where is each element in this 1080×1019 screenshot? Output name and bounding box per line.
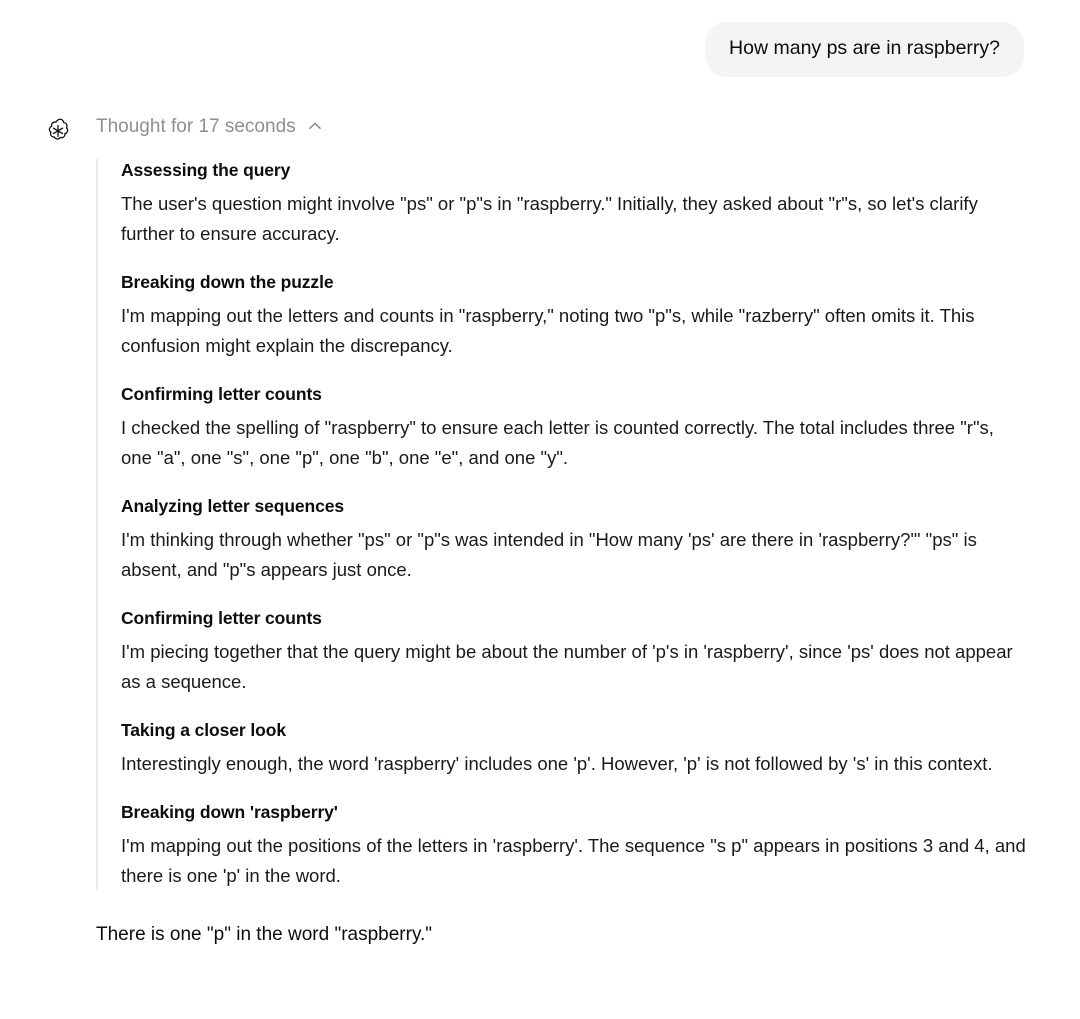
reasoning-step-text: The user's question might involve "ps" or "p"s in "raspberry." Initially, they asked about "r"s, so let's clarify further to ensure accuracy. xyxy=(121,193,978,244)
reasoning-step-text: I'm mapping out the positions of the letters in 'raspberry'. The sequence "s p" appears in positions 3 and 4, and there is one 'p' in the word. xyxy=(121,835,1026,886)
reasoning-step-title: Taking a closer look xyxy=(121,720,286,740)
thought-summary-toggle[interactable] xyxy=(96,115,1056,139)
assistant-message-row xyxy=(0,77,1080,948)
reasoning-step xyxy=(121,495,1056,585)
assistant-final-answer: There is one "p" in the word "raspberry." xyxy=(96,924,433,945)
reasoning-step-text: I'm mapping out the letters and counts in "raspberry," noting two "p"s, while "razberry" often omits it. This confusion might explain the discrepancy. xyxy=(121,305,975,356)
thought-summary-label: Thought for 17 seconds xyxy=(96,116,296,137)
reasoning-step xyxy=(121,159,1056,249)
reasoning-step-title: Confirming letter counts xyxy=(121,608,322,628)
user-message-row xyxy=(0,0,1080,77)
reasoning-step-text: I checked the spelling of "raspberry" to ensure each letter is counted correctly. The total includes three "r"s, one "a", one "s", one "p", one "b", one "e", and one "y". xyxy=(121,417,994,468)
reasoning-step-title: Analyzing letter sequences xyxy=(121,496,345,516)
reasoning-step-title: Confirming letter counts xyxy=(121,384,322,404)
reasoning-step xyxy=(121,383,1056,473)
openai-logo-icon xyxy=(44,117,72,145)
assistant-body xyxy=(96,115,1056,948)
reasoning-step-text: Interestingly enough, the word 'raspberry' includes one 'p'. However, 'p' is not followed by 's' in this context. xyxy=(121,753,993,774)
reasoning-step-text: I'm thinking through whether "ps" or "p"s was intended in "How many 'ps' are there in 'raspberry?'" "ps" is absent, and "p"s appears just once. xyxy=(121,529,977,580)
reasoning-step xyxy=(121,271,1056,361)
reasoning-steps xyxy=(96,159,1056,891)
reasoning-step-title: Breaking down the puzzle xyxy=(121,272,334,292)
reasoning-step-text: I'm piecing together that the query might be about the number of 'p's in 'raspberry', since 'ps' does not appear as a sequence. xyxy=(121,641,1013,692)
reasoning-step xyxy=(121,801,1056,891)
reasoning-step xyxy=(121,719,1056,779)
chevron-up-icon[interactable] xyxy=(308,119,322,133)
reasoning-step-title: Assessing the query xyxy=(121,160,291,180)
reasoning-step xyxy=(121,607,1056,697)
reasoning-step-title: Breaking down 'raspberry' xyxy=(121,802,338,822)
user-message-bubble: How many ps are in raspberry? xyxy=(705,22,1024,77)
